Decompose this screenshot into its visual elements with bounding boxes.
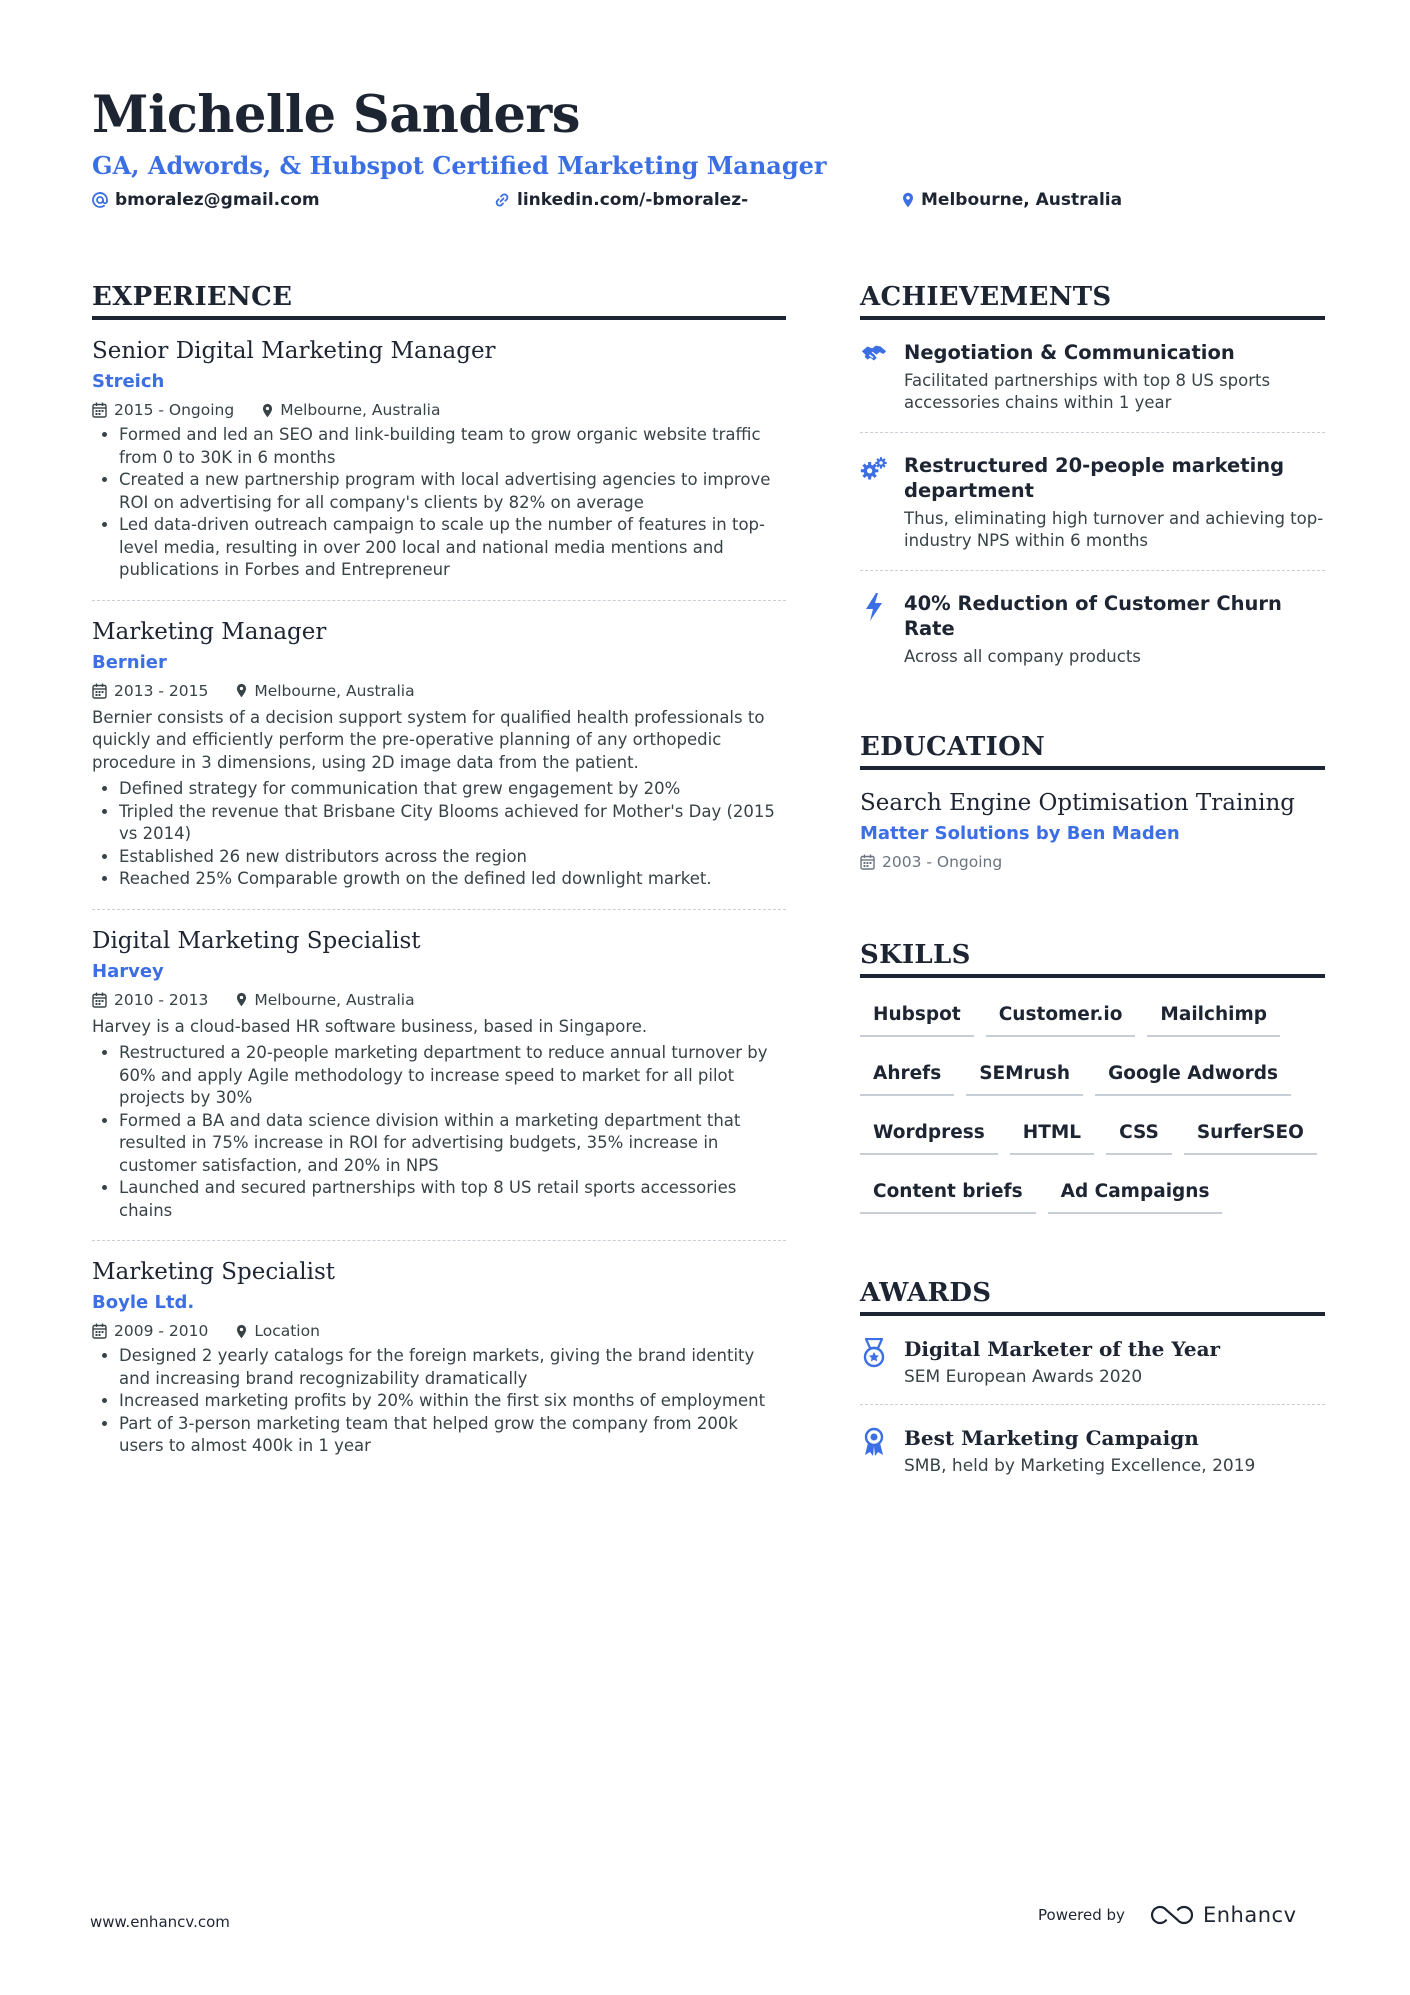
- skill-tag: Mailchimp: [1147, 996, 1280, 1037]
- brand-name: Enhancv: [1202, 1903, 1297, 1927]
- calendar-icon: [92, 402, 107, 418]
- achievement-title: 40% Reduction of Customer Churn Rate: [904, 592, 1282, 640]
- achievement-title: Negotiation & Communication: [904, 341, 1235, 364]
- skill-tag: Ad Campaigns: [1048, 1173, 1223, 1214]
- job-entry: [92, 601, 786, 910]
- job-entry: [92, 910, 786, 1242]
- calendar-icon: [92, 1323, 107, 1339]
- enhancv-logo-icon: [1149, 1903, 1195, 1927]
- bullet-item: • Formed and led an SEO and link-building team to grow organic website traffic from 0 to 30K in 6 months: [119, 424, 786, 469]
- award-item: [860, 1405, 1325, 1493]
- skill-tag: Content briefs: [860, 1173, 1036, 1214]
- contact-email[interactable]: [92, 190, 320, 210]
- bullet-item: • Established 26 new distributors across the region: [119, 846, 786, 869]
- bullet-item: • Reached 25% Comparable growth on the defined led downlight market.: [119, 868, 786, 891]
- award-title: Digital Marketer of the Year: [904, 1337, 1221, 1361]
- bullet-item: • Created a new partnership program with local advertising agencies to improve ROI on advertising for all company's clients by 82% on average: [119, 469, 786, 514]
- achievements-heading: ACHIEVEMENTS: [860, 280, 1325, 320]
- footer-branding: [1038, 1903, 1297, 1927]
- job-meta: [92, 400, 786, 420]
- job-dates: 2013 - 2015: [92, 681, 208, 701]
- company-description: Harvey is a cloud-based HR software business, based in Singapore.: [92, 1016, 648, 1036]
- job-entry: [92, 320, 786, 601]
- skills-heading: SKILLS: [860, 938, 1325, 978]
- company-name: Streich: [92, 371, 165, 392]
- calendar-icon: [92, 683, 107, 699]
- school-name: Matter Solutions by Ben Maden: [860, 823, 1180, 844]
- footer-website[interactable]: www.enhancv.com: [90, 1913, 230, 1931]
- gears-icon: [860, 453, 888, 552]
- calendar-icon: [92, 992, 107, 1008]
- education-section: [860, 730, 1325, 872]
- job-title: Digital Marketing Specialist: [92, 927, 421, 954]
- job-bullets: [92, 778, 786, 891]
- bullet-item: • Formed a BA and data science division within a marketing department that resulted in 75% increase in ROI for advertising budgets, 35% increase in customer satisfaction, and 20% in NPS: [119, 1110, 786, 1178]
- skill-tag: HTML: [1010, 1114, 1094, 1155]
- awards-heading: AWARDS: [860, 1276, 1325, 1316]
- location-pin-icon: [236, 1324, 247, 1339]
- location-pin-icon: [236, 683, 247, 698]
- achievement-description: Thus, eliminating high turnover and achieving top-industry NPS within 6 months: [904, 509, 1324, 550]
- job-title: Senior Digital Marketing Manager: [92, 338, 496, 364]
- company-name: Bernier: [92, 651, 167, 673]
- skill-tag: Customer.io: [986, 996, 1136, 1037]
- handshake-icon: [860, 340, 888, 414]
- company-name: Harvey: [92, 960, 164, 982]
- job-dates: 2009 - 2010: [92, 1321, 208, 1341]
- job-bullets: [92, 1345, 786, 1458]
- location-text: Melbourne, Australia: [921, 190, 1123, 210]
- skill-tag: SurferSEO: [1184, 1114, 1317, 1155]
- company-name: Boyle Ltd.: [92, 1292, 195, 1313]
- achievement-item: [860, 320, 1325, 433]
- achievement-item: [860, 571, 1325, 686]
- award-subtitle: SMB, held by Marketing Excellence, 2019: [904, 1456, 1256, 1476]
- location-pin-icon: [902, 192, 914, 208]
- job-location: Melbourne, Australia: [262, 400, 440, 420]
- job-entry: [92, 1241, 786, 1476]
- achievements-section: [860, 280, 1325, 686]
- bullet-item: • Tripled the revenue that Brisbane City Blooms achieved for Mother's Day (2015 vs 2014): [119, 801, 786, 846]
- job-dates: 2010 - 2013: [92, 990, 208, 1010]
- powered-by-label: Powered by: [1038, 1906, 1125, 1924]
- contact-linkedin[interactable]: [494, 190, 748, 210]
- job-bullets: [92, 424, 786, 582]
- experience-section: [92, 280, 786, 1476]
- award-ribbon-icon: [860, 1425, 888, 1477]
- location-pin-icon: [262, 403, 273, 418]
- candidate-name: Michelle Sanders: [92, 85, 581, 145]
- bullet-item: • Launched and secured partnerships with top 8 US retail sports accessories chains: [119, 1177, 786, 1222]
- skill-tag: Ahrefs: [860, 1055, 954, 1096]
- bolt-icon: [860, 591, 888, 668]
- linkedin-text: linkedin.com/-bmoralez-: [517, 190, 749, 210]
- skill-tag: CSS: [1106, 1114, 1172, 1155]
- achievement-description: Facilitated partnerships with top 8 US sports accessories chains within 1 year: [904, 371, 1271, 412]
- job-meta: [92, 1321, 786, 1341]
- skill-tag: SEMrush: [966, 1055, 1083, 1096]
- job-title: Marketing Manager: [92, 618, 327, 645]
- job-bullets: [92, 1042, 786, 1222]
- skill-tag: Hubspot: [860, 996, 974, 1037]
- link-icon: [494, 192, 510, 208]
- right-column: [860, 280, 1325, 1493]
- at-icon: [92, 192, 108, 208]
- medal-icon: [860, 1336, 888, 1388]
- achievement-item: [860, 433, 1325, 571]
- degree-title: Search Engine Optimisation Training: [860, 790, 1296, 816]
- job-location: Location: [236, 1321, 320, 1341]
- bullet-item: • Increased marketing profits by 20% within the first six months of employment: [119, 1390, 786, 1413]
- education-dates: 2003 - Ongoing: [860, 852, 1002, 872]
- awards-section: [860, 1276, 1325, 1493]
- skills-list: [860, 996, 1330, 1232]
- headline: GA, Adwords, & Hubspot Certified Marketing Manager: [92, 151, 827, 180]
- bullet-item: • Part of 3-person marketing team that helped grow the company from 200k users to almost 400k in 1 year: [119, 1413, 786, 1458]
- job-location: Melbourne, Australia: [236, 990, 414, 1010]
- award-title: Best Marketing Campaign: [904, 1426, 1199, 1450]
- calendar-icon: [860, 854, 875, 870]
- bullet-item: • Designed 2 yearly catalogs for the foreign markets, giving the brand identity and increasing brand recognizability dramatically: [119, 1345, 786, 1390]
- experience-heading: EXPERIENCE: [92, 280, 786, 320]
- education-meta: [860, 852, 1325, 872]
- award-subtitle: SEM European Awards 2020: [904, 1367, 1143, 1387]
- job-title: Marketing Specialist: [92, 1259, 336, 1285]
- award-item: [860, 1316, 1325, 1405]
- job-location: Melbourne, Australia: [236, 681, 414, 701]
- achievement-description: Across all company products: [904, 647, 1141, 666]
- bullet-item: • Restructured a 20-people marketing department to reduce annual turnover by 60% and apply Agile methodology to increase speed to market for all pilot projects by 30%: [119, 1042, 786, 1110]
- achievement-title: Restructured 20-people marketing department: [904, 454, 1285, 502]
- location-pin-icon: [236, 992, 247, 1007]
- resume-header: [92, 84, 1325, 220]
- email-text: bmoralez@gmail.com: [115, 190, 320, 210]
- brand-logo[interactable]: [1149, 1903, 1297, 1927]
- company-description: Bernier consists of a decision support system for qualified health professionals to quickly and efficiently perform the pre-operative planning of any orthopedic procedure in 3 dimensions, using 2D image data from the patient.: [92, 707, 765, 772]
- skill-tag: Google Adwords: [1095, 1055, 1291, 1096]
- bullet-item: • Led data-driven outreach campaign to scale up the number of features in top-level media, resulting in over 200 local and national media mentions and publications in Forbes and Entrepreneur: [119, 514, 786, 582]
- bullet-item: • Defined strategy for communication that grew engagement by 20%: [119, 778, 786, 801]
- contact-bar: [92, 190, 1325, 220]
- skill-tag: Wordpress: [860, 1114, 998, 1155]
- contact-location: [902, 190, 1122, 210]
- job-dates: 2015 - Ongoing: [92, 400, 234, 420]
- job-meta: [92, 990, 786, 1010]
- job-meta: [92, 681, 786, 701]
- skills-section: [860, 938, 1325, 1232]
- education-heading: EDUCATION: [860, 730, 1325, 770]
